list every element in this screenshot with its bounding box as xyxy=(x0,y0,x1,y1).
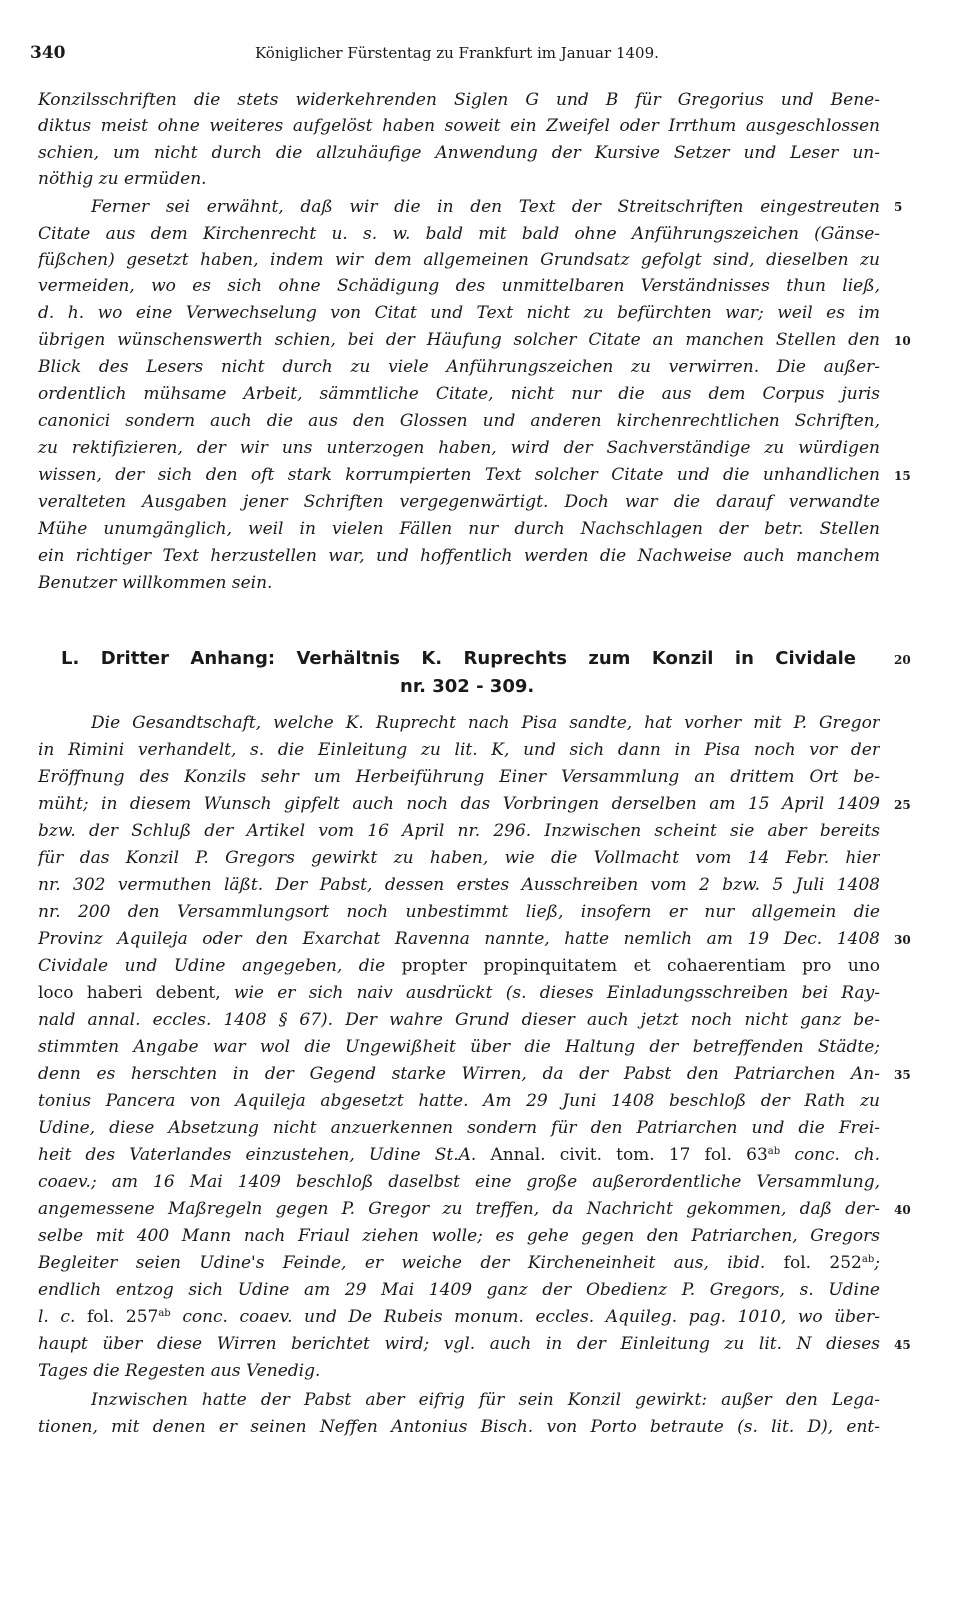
intro-line: vermeiden, wo es sich ohne Schädigung des unmittelbaren Verständnisses thun ließ, xyxy=(38,276,880,296)
body-line: Eröffnung des Konzils sehr um Herbeiführung Einer Versammlung an drittem Ort be- xyxy=(38,767,880,787)
intro-line: Citate aus dem Kirchenrecht u. s. w. bald mit bald ohne Anführungszeichen (Gänse- xyxy=(38,224,880,244)
intro-line: ordentlich mühsame Arbeit, sämmtliche Citate, nicht nur die aus dem Corpus juris xyxy=(38,384,880,404)
intro-line: schien, um nicht durch die allzuhäufige Anwendung der Kursive Setzer und Leser un- xyxy=(38,143,880,163)
margin-line-number: 35 xyxy=(894,1068,911,1082)
intro-line: Mühe unumgänglich, weil in vielen Fällen nur durch Nachschlagen der betr. Stellen xyxy=(38,519,880,539)
page-number: 340 xyxy=(30,43,66,63)
superscript-ab: ab xyxy=(158,1308,171,1319)
body-line: in Rimini verhandelt, s. die Einleitung zu lit. K, und sich dann in Pisa noch vor der xyxy=(38,740,880,760)
body-line: für das Konzil P. Gregors gewirkt zu haben, wie die Vollmacht vom 14 Febr. hier xyxy=(38,848,880,868)
margin-line-number: 5 xyxy=(894,200,903,214)
body-line: tionen, mit denen er seinen Neffen Antonius Bisch. von Porto betraute (s. lit. D), ent- xyxy=(38,1417,880,1437)
body-line-mixed: heit des Vaterlandes einzustehen, Udine St.A. Annal. civit. tom. 17 fol. $63^{ab}$ conc. ch. xyxy=(38,1145,880,1165)
body-line-mixed: Begleiter seien Udine's Feinde, er weiche der Kircheneinheit aus, ibid. fol. $252^{ab}$; xyxy=(38,1253,880,1273)
body-line: tonius Pancera von Aquileja abgesetzt hatte. Am 29 Juni 1408 beschloß der Rath zu xyxy=(38,1091,880,1111)
margin-line-number: 20 xyxy=(894,653,911,667)
intro-line: d. h. wo eine Verwechselung von Citat und Text nicht zu befürchten war; weil es im xyxy=(38,303,880,323)
body-line: bzw. der Schluß der Artikel vom 16 April nr. 296. Inzwischen scheint sie aber bereits xyxy=(38,821,880,841)
margin-line-number: 15 xyxy=(894,469,911,483)
body-line-mixed: l. c. fol. $257^{ab}$ conc. coaev. und De Rubeis monum. eccles. Aquileg. pag. 1010, wo über- xyxy=(38,1307,880,1327)
intro-line: Benutzer willkommen sein. xyxy=(38,573,273,593)
roman-fol-257: fol. 257 xyxy=(86,1307,159,1327)
conc-ch: conc. ch. xyxy=(794,1145,880,1165)
body-line: nr. 302 vermuthen läßt. Der Pabst, dessen erstes Ausschreiben vom 2 bzw. 5 Juli 1408 xyxy=(38,875,880,895)
intro-line: nöthig zu ermüden. xyxy=(38,169,207,189)
intro-line: veralteten Ausgaben jener Schriften vergegenwärtigt. Doch war die darauf verwandte xyxy=(38,492,880,512)
intro-line: canonici sondern auch die aus den Glossen und anderen kirchenrechtlichen Schriften, xyxy=(38,411,880,431)
body-line: müht; in diesem Wunsch gipfelt auch noch das Vorbringen derselben am 15 April 1409 xyxy=(38,794,880,814)
body-line: coaev.; am 16 Mai 1409 beschloß daselbst eine große außerordentliche Versammlung, xyxy=(38,1172,880,1192)
body-line: angemessene Maßregeln gegen P. Gregor zu treffen, da Nachricht gekommen, daß der- xyxy=(38,1199,880,1219)
body-line: Udine, diese Absetzung nicht anzuerkennen sondern für den Patriarchen und die Frei- xyxy=(38,1118,880,1138)
body-line: nr. 200 den Versammlungsort noch unbestimmt ließ, insofern er nur allgemein die xyxy=(38,902,880,922)
body-line: denn es herschten in der Gegend starke Wirren, da der Pabst den Patriarchen An- xyxy=(38,1064,880,1084)
margin-line-number: 25 xyxy=(894,798,911,812)
body-line-mixed: loco haberi debent, wie er sich naiv ausdrückt (s. dieses Einladungsschreiben bei Ray- xyxy=(38,983,880,1003)
running-head xyxy=(30,43,890,69)
body-line: selbe mit 400 Mann nach Friaul ziehen wolle; es gehe gegen den Patriarchen, Gregors xyxy=(38,1226,880,1246)
body-line: stimmten Angabe war wol die Ungewißheit über die Haltung der betreffenden Städte; xyxy=(38,1037,880,1057)
running-title: Königlicher Fürstentag zu Frankfurt im Januar 1409. xyxy=(255,44,659,62)
intro-line: Konzilsschriften die stets widerkehrenden Siglen G und B für Gregorius und Bene- xyxy=(38,90,880,110)
body-line: Tages die Regesten aus Venedig. xyxy=(38,1361,321,1381)
margin-line-number: 10 xyxy=(894,334,911,348)
margin-line-number: 30 xyxy=(894,933,911,947)
intro-line: wissen, der sich den oft stark korrumpierten Text solcher Citate und die unhandlichen xyxy=(38,465,880,485)
body-line: endlich entzog sich Udine am 29 Mai 1409 ganz der Obedienz P. Gregors, s. Udine xyxy=(38,1280,880,1300)
intro-line: übrigen wünschenswerth schien, bei der Häufung solcher Citate an manchen Stellen den xyxy=(38,330,880,350)
roman-fol-252: fol. 252 xyxy=(783,1253,862,1273)
section-heading-subline: nr. 302 - 309. xyxy=(400,676,535,697)
roman-latin-phrase: propter propinquitatem et cohaerentiam pro uno xyxy=(401,956,880,976)
line-257-rest: conc. coaev. und De Rubeis monum. eccles. Aquileg. pag. 1010, wo über- xyxy=(182,1307,880,1327)
semicolon: ; xyxy=(874,1253,880,1273)
body-line: Provinz Aquileja oder den Exarchat Ravenna nannte, hatte nemlich am 19 Dec. 1408 xyxy=(38,929,880,949)
intro-line: zu rektifizieren, der wir uns unterzogen haben, wird der Sachverständige zu würdigen xyxy=(38,438,880,458)
intro-line: ein richtiger Text herzustellen war, und hoffentlich werden die Nachweise auch manchem xyxy=(38,546,880,566)
roman-annal-ref: Annal. civit. tom. 17 fol. 63 xyxy=(490,1145,768,1165)
body-line: nald annal. eccles. 1408 § 67). Der wahre Grund dieser auch jetzt noch nicht ganz be- xyxy=(38,1010,880,1030)
superscript-ab: ab xyxy=(767,1146,781,1157)
intro-line: diktus meist ohne weiteres aufgelöst haben soweit ein Zweifel oder Irrthum ausgeschlossen xyxy=(38,116,880,136)
superscript-ab: ab xyxy=(861,1254,875,1265)
section-heading: L. Dritter Anhang: Verhältnis K. Ruprechts zum Konzil in Cividale xyxy=(61,648,856,669)
intro-line: Ferner sei erwähnt, daß wir die in den Text der Streitschriften eingestreuten xyxy=(91,197,880,217)
intro-line: füßchen) gesetzt haben, indem wir dem allgemeinen Grundsatz gefolgt sind, dieselben zu xyxy=(38,250,880,270)
body-line: Inzwischen hatte der Pabst aber eifrig für sein Konzil gewirkt: außer den Lega- xyxy=(91,1390,880,1410)
body-line: haupt über diese Wirren berichtet wird; vgl. auch in der Einleitung zu lit. N dieses xyxy=(38,1334,880,1354)
intro-line: Blick des Lesers nicht durch zu viele Anführungszeichen zu verwirren. Die außer- xyxy=(38,357,880,377)
roman-latin-phrase-2: loco haberi debent, xyxy=(38,983,221,1003)
body-line-mixed: Cividale und Udine angegeben, die propter propinquitatem et cohaerentiam pro uno xyxy=(38,956,880,976)
margin-line-number: 45 xyxy=(894,1338,911,1352)
body-line: Die Gesandtschaft, welche K. Ruprecht nach Pisa sandte, hat vorher mit P. Gregor xyxy=(91,713,880,733)
margin-line-number: 40 xyxy=(894,1203,911,1217)
